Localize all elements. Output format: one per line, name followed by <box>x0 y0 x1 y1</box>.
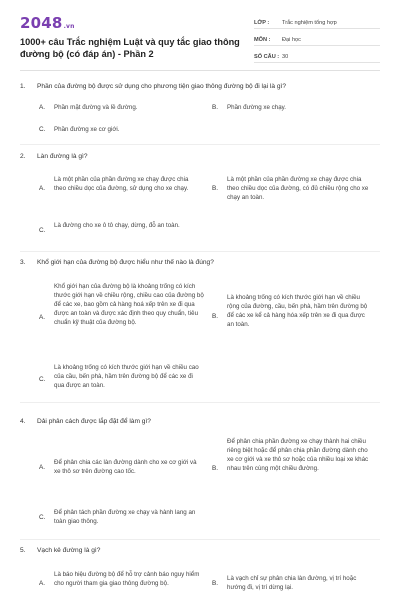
option-letter: B. <box>212 465 219 472</box>
option-3a[interactable] <box>39 282 204 327</box>
option-1a[interactable] <box>39 103 199 112</box>
header-divider <box>20 70 380 71</box>
page-title: 1000+ câu Trắc nghiệm Luật và quy tắc giao thông đường bộ (có đáp án) - Phần 2 <box>20 37 240 59</box>
question-text <box>20 258 382 267</box>
option-text: Là báo hiệu đường bộ để hỗ trợ cảnh báo nguy hiểm cho người tham gia giao thông đường bộ. <box>54 571 200 587</box>
question-number: 4. <box>20 418 26 425</box>
option-3b[interactable] <box>212 293 372 329</box>
option-letter: B. <box>212 313 219 320</box>
option-letter: C. <box>39 514 46 521</box>
option-1b[interactable] <box>212 103 372 112</box>
option-5a[interactable] <box>39 570 204 588</box>
question-text <box>20 82 382 91</box>
question-3 <box>20 258 382 267</box>
option-5b[interactable] <box>212 574 372 592</box>
option-text: Là một phần của phần đường xe chạy được chia theo chiều dọc của đường, có đủ chiều rộng cho xe chạy an toàn. <box>227 176 369 201</box>
option-3c[interactable] <box>39 363 204 390</box>
option-text: Là khoảng trống có kích thước giới hạn về chiều cao của cầu, bến phà, hầm trên đường bộ để các xe đi qua được an toàn. <box>54 364 199 389</box>
question-number: 3. <box>20 259 26 266</box>
option-2a[interactable] <box>39 175 202 193</box>
option-text: Phần đường xe chạy. <box>227 104 286 111</box>
question-text <box>20 152 382 161</box>
option-letter: A. <box>39 104 46 111</box>
meta-label: SỐ CÂU : <box>254 54 280 60</box>
option-letter: A. <box>39 580 46 587</box>
option-letter: B. <box>212 185 219 192</box>
option-2c[interactable] <box>39 221 189 234</box>
option-letter: B. <box>212 104 219 111</box>
option-text: Là một phần của phần đường xe chạy được chia theo chiều dọc của đường, sử dụng cho xe chạy. <box>54 176 189 192</box>
question-number: 2. <box>20 153 26 160</box>
option-text: Phần mặt đường và lề đường. <box>54 104 138 111</box>
question-number: 1. <box>20 83 26 90</box>
meta-value: 30 <box>282 54 289 60</box>
question-divider <box>20 402 380 403</box>
question-stem: Vạch kẻ đường là gì? <box>37 547 101 554</box>
question-stem: Dải phân cách được lắp đặt để làm gì? <box>37 418 151 425</box>
meta-row-subject <box>254 31 380 46</box>
meta-row-class <box>254 14 380 29</box>
document-meta <box>254 14 380 65</box>
meta-value: Đại học <box>282 37 301 43</box>
question-text <box>20 546 382 555</box>
option-text: Để phân chia các làn đường dành cho xe cơ giới và xe thô sơ trên đường cao tốc. <box>54 459 197 475</box>
option-text: Để phân tách phần đường xe chạy và hành lang an toàn giao thông. <box>54 509 196 525</box>
option-2b[interactable] <box>212 175 372 202</box>
meta-label: LỚP : <box>254 20 270 26</box>
question-5 <box>20 546 382 555</box>
question-1 <box>20 82 382 91</box>
option-text: Để phân chia phần đường xe chạy thành hai chiều riêng biệt hoặc để phân chia phần đường dành cho xe cơ giới và xe thô sơ hoặc của nhiều loại xe khác nhau trên cùng một chiều đường. <box>227 438 369 472</box>
meta-value: Trắc nghiệm tổng hợp <box>282 20 337 26</box>
option-4b[interactable] <box>212 437 372 473</box>
question-stem: Phần của đường bộ được sử dụng cho phương tiện giao thông đường bộ đi lại là gì? <box>37 83 287 90</box>
question-text <box>20 417 382 426</box>
option-text: Khổ giới hạn của đường bộ là khoảng trống có kích thước giới hạn về chiều rộng, chiều cao của đường bộ để các xe, bao gồm cả hàng hoá xếp trên xe đi qua được an toàn và được xác định theo quy chuẩn, tiêu chuẩn kỹ thuật của đường bộ. <box>54 283 204 326</box>
question-divider <box>20 144 380 145</box>
option-text: Là đường cho xe ô tô chạy, dừng, đỗ an toàn. <box>54 222 180 229</box>
question-divider <box>20 539 380 540</box>
question-stem: Khổ giới hạn của đường bộ được hiểu như thế nào là đúng? <box>37 259 214 266</box>
question-divider <box>20 251 380 252</box>
question-stem: Làn đường là gì? <box>37 153 88 160</box>
option-letter: A. <box>39 185 46 192</box>
option-letter: A. <box>39 464 46 471</box>
option-letter: B. <box>212 580 219 587</box>
option-4a[interactable] <box>39 458 204 476</box>
logo-text: 2048 <box>20 14 63 32</box>
question-4 <box>20 417 382 426</box>
meta-label: MÔN : <box>254 37 271 43</box>
logo-suffix: .vn <box>63 23 75 30</box>
option-text: Phần đường xe cơ giới. <box>54 126 120 133</box>
option-1c[interactable] <box>39 125 199 134</box>
option-letter: C. <box>39 126 46 133</box>
option-letter: A. <box>39 314 46 321</box>
question-number: 5. <box>20 547 26 554</box>
meta-row-count <box>254 48 380 63</box>
option-text: Là vạch chỉ sự phân chia làn đường, vị trí hoặc hướng đi, vị trí dừng lại. <box>227 575 357 591</box>
option-letter: C. <box>39 227 46 234</box>
site-logo[interactable] <box>20 14 75 32</box>
option-letter: C. <box>39 376 46 383</box>
option-text: Là khoảng trống có kích thước giới hạn về chiều rộng của đường, cầu, bến phà, hầm trên đường bộ để các xe kể cả hàng hóa xếp trên xe đi qua được an toàn. <box>227 294 368 328</box>
option-4c[interactable] <box>39 508 204 526</box>
question-2 <box>20 152 382 161</box>
